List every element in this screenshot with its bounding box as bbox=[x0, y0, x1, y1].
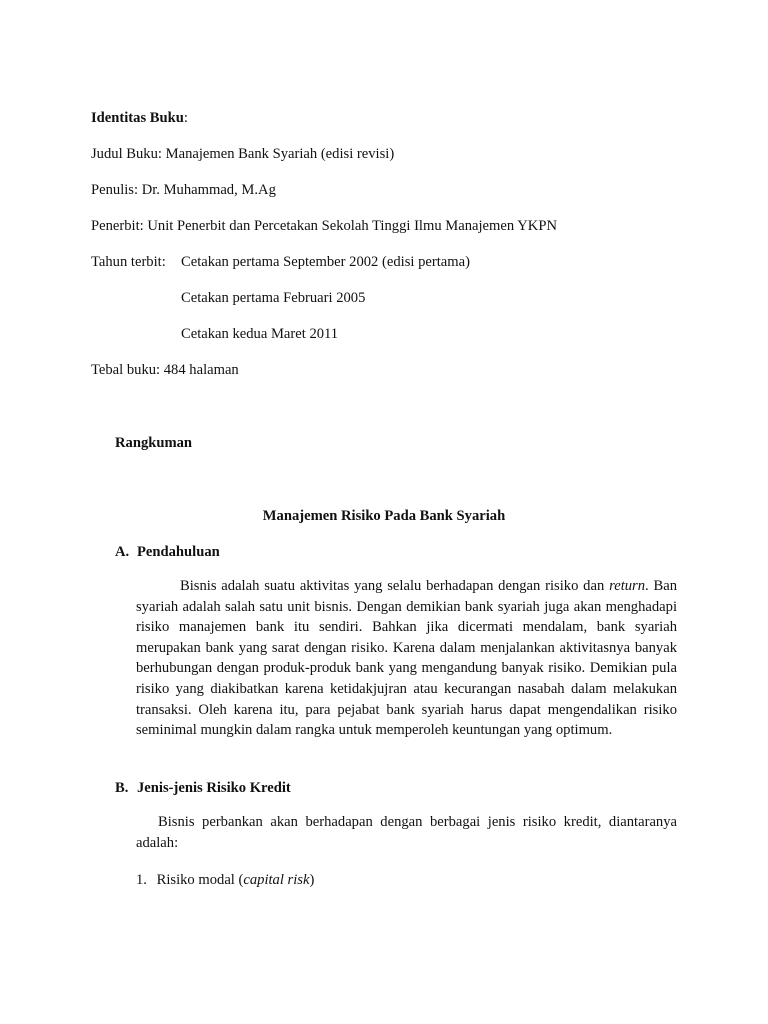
author-value: Dr. Muhammad, M.Ag bbox=[141, 182, 276, 198]
publisher-value: Unit Penerbit dan Percetakan Sekolah Tinggi Ilmu Manajemen YKPN bbox=[147, 218, 558, 234]
book-title-value: Manajemen Bank Syariah (edisi revisi) bbox=[165, 146, 395, 162]
summary-title: Manajemen Risiko Pada Bank Syariah bbox=[262, 508, 506, 524]
pages-label: Tebal buku: bbox=[91, 362, 161, 378]
section-b-heading: Jenis-jenis Risiko Kredit bbox=[137, 780, 291, 796]
year-value-3: Cetakan kedua Maret 2011 bbox=[181, 326, 339, 342]
book-title-label: Judul Buku: bbox=[91, 146, 162, 162]
identity-heading: Identitas Buku: bbox=[91, 110, 188, 126]
publisher-label: Penerbit: bbox=[91, 218, 144, 234]
pages-value: 484 halaman bbox=[163, 362, 239, 378]
section-a-marker: A. bbox=[115, 544, 130, 560]
list-item-text: Risiko modal (capital risk) bbox=[156, 872, 315, 888]
author-row bbox=[91, 181, 276, 199]
section-b-marker: B. bbox=[115, 780, 129, 796]
pages-row bbox=[91, 361, 239, 379]
list-item-marker: 1. bbox=[136, 872, 147, 888]
book-title-row bbox=[91, 145, 394, 163]
year-label: Tahun terbit: bbox=[91, 254, 166, 270]
year-value-1: Cetakan pertama September 2002 (edisi pertama) bbox=[181, 254, 470, 270]
section-a-heading: Pendahuluan bbox=[137, 544, 220, 560]
publisher-row bbox=[91, 217, 557, 235]
year-value-2: Cetakan pertama Februari 2005 bbox=[181, 290, 366, 306]
summary-heading: Rangkuman bbox=[115, 435, 193, 451]
list-item bbox=[136, 871, 314, 889]
section-a-paragraph: Bisnis adalah suatu aktivitas yang selalu berhadapan dengan risiko dan return. Ban syariah adalah salah satu unit bisnis. Dengan demikian bank syariah juga akan menghadapi risiko manajemen bank itu sendiri. Bahkan jika dicermati mendalam, bank syariah merupakan bank yang sarat dengan risiko. Karena dalam menjalankan aktivitasnya banyak berhubungan dengan produk-produk bank yang mengandung banyak risiko. Demikian pula risiko yang diakibatkan karena ketidakjujran atau kecurangan nasabah dalam melakukan transaksi. Oleh karena itu, para pejabat bank syariah harus dapat mengendalikan risiko seminimal mungkin dalam rangka untuk memperoleh keuntungan yang optimum. bbox=[136, 578, 677, 739]
author-label: Penulis: bbox=[91, 182, 139, 198]
section-b-paragraph: Bisnis perbankan akan berhadapan dengan berbagai jenis risiko kredit, diantaranya adalah: bbox=[136, 814, 677, 851]
